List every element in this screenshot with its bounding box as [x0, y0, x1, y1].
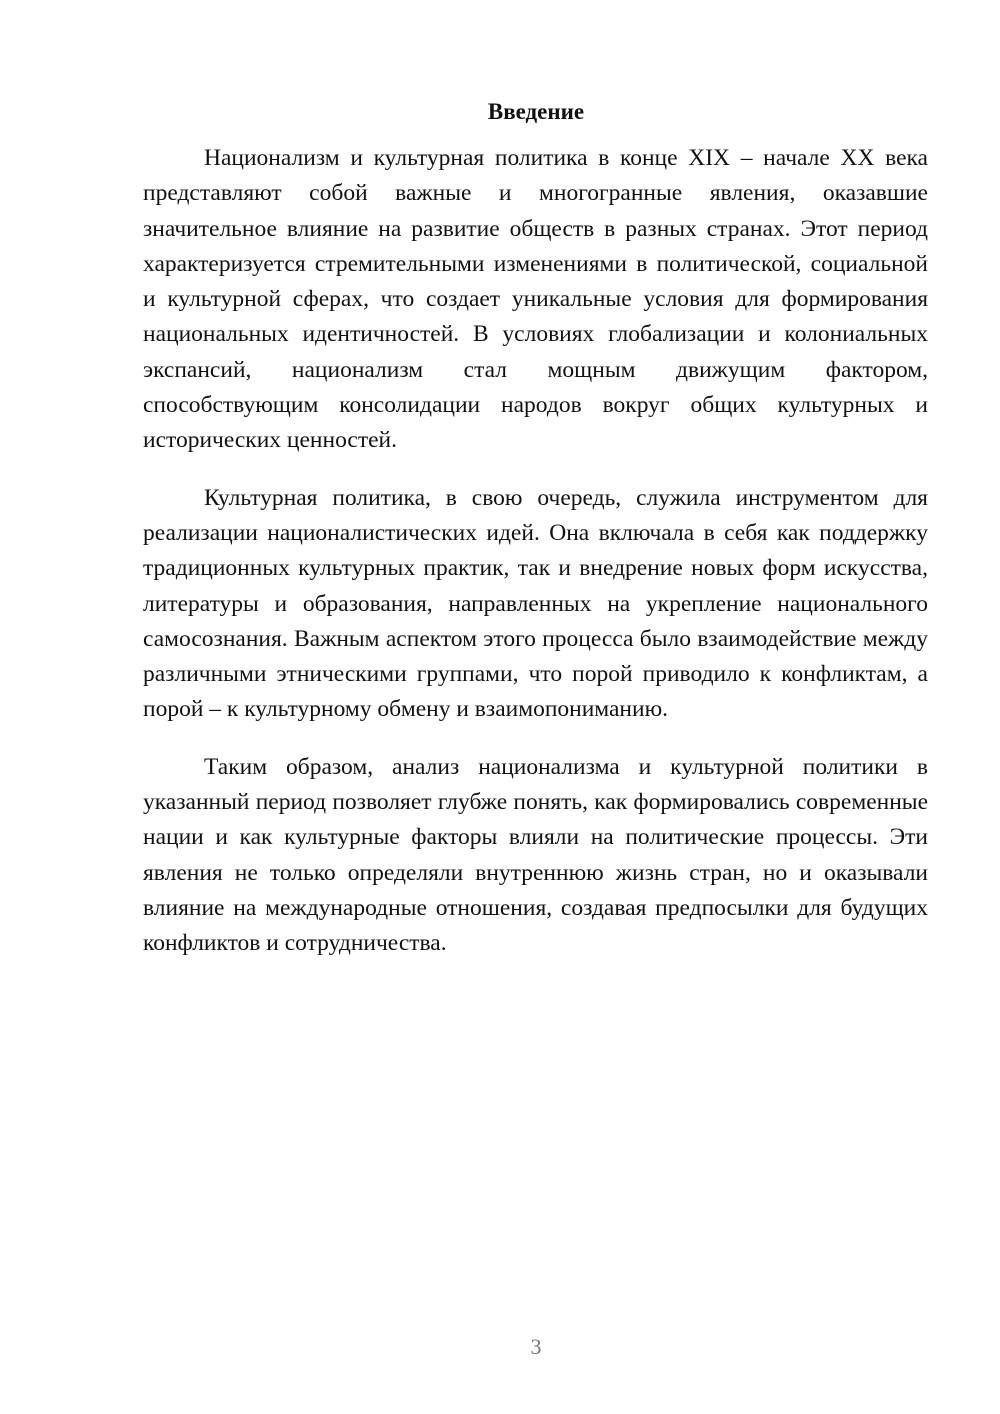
page-number: 3 — [530, 1334, 542, 1359]
paragraph-3: Таким образом, анализ национализма и культурной политики в указанный период позволяет глубже понять, как формировались современные нации и как культурные факторы влияли на политические процессы. Эти явления не только определяли внутреннюю жизнь стран, но и оказывали влияние на международные отношения, создавая предпосылки для будущих конфликтов и сотрудничества. — [143, 753, 928, 957]
paragraph-2: Культурная политика, в свою очередь, служила инструментом для реализации националистических идей. Она включала в себя как поддержку традиционных культурных практик, так и внедрение новых форм искусства, литературы и образования, направленных на укрепление национального самосознания. Важным аспектом этого процесса было взаимодействие между различными этническими группами, что порой приводило к конфликтам, а порой – к культурному обмену и взаимопониманию. — [143, 484, 928, 723]
paragraph-1: Национализм и культурная политика в конце XIX – начале XX века представляют собой важные и многогранные явления, оказавшие значительное влияние на развитие обществ в разных странах. Этот период характеризуется стремительными изменениями в политической, социальной и культурной сферах, что создает уникальные условия для формирования национальных идентичностей. В условиях глобализации и колониальных экспансий, национализм стал мощным движущим фактором, способствующим консолидации народов вокруг общих культурных и исторических ценностей. — [143, 145, 928, 454]
body-text — [143, 141, 928, 984]
section-heading: Введение — [487, 99, 585, 124]
